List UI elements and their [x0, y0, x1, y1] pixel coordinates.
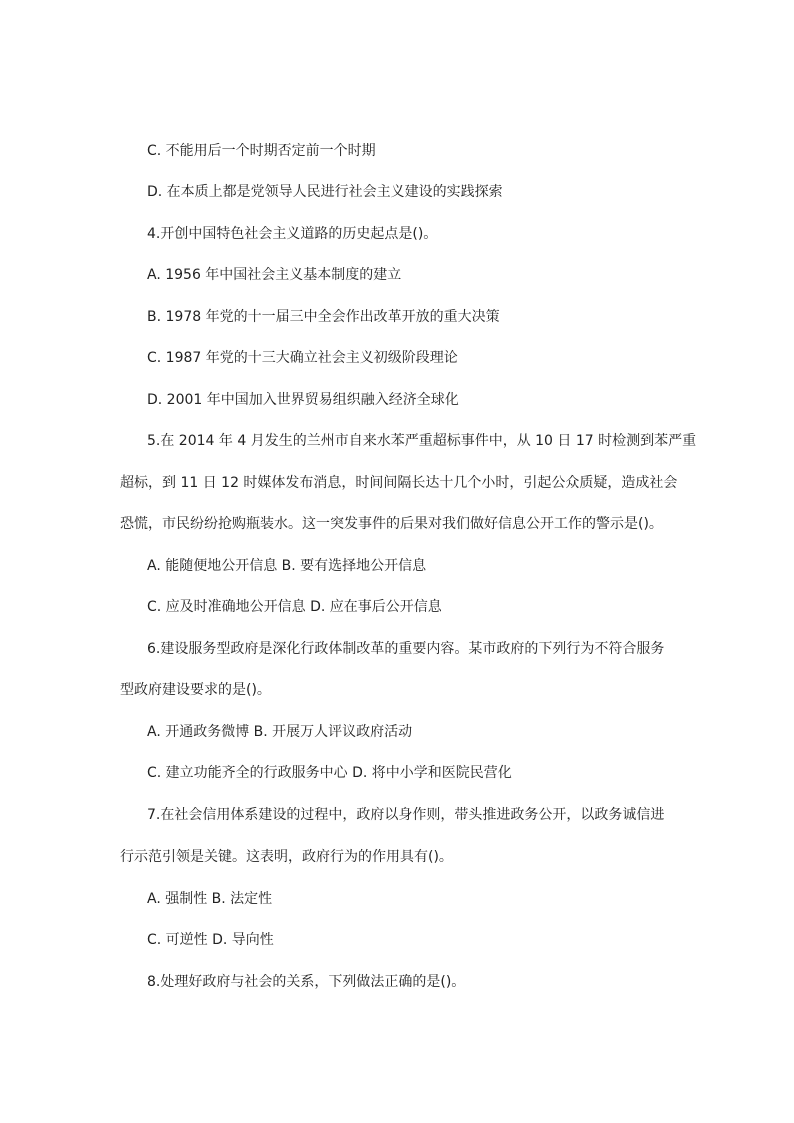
question-7-line-2: 行示范引领是关键。这表明，政府行为的作用具有()。 [120, 849, 453, 865]
question-4: 4.开创中国特色社会主义道路的历史起点是()。 [147, 226, 438, 242]
option-c-line: C. 不能用后一个时期否定前一个时期 [147, 143, 376, 159]
q4-option-a: A. 1956 年中国社会主义基本制度的建立 [147, 267, 402, 283]
q5-options-ab: A. 能随便地公开信息 B. 要有选择地公开信息 [147, 558, 427, 574]
q4-option-c: C. 1987 年党的十三大确立社会主义初级阶段理论 [147, 350, 458, 366]
question-5-line-3: 恐慌，市民纷纷抢购瓶装水。这一突发事件的后果对我们做好信息公开工作的警示是()。 [120, 516, 663, 532]
option-d-line: D. 在本质上都是党领导人民进行社会主义建设的实践探索 [147, 184, 503, 200]
q4-option-d: D. 2001 年中国加入世界贸易组织融入经济全球化 [147, 392, 459, 408]
question-7-line-1: 7.在社会信用体系建设的过程中，政府以身作则，带头推进政务公开，以政务诚信进 [147, 807, 665, 823]
q7-options-ab: A. 强制性 B. 法定性 [147, 891, 273, 907]
q7-options-cd: C. 可逆性 D. 导向性 [147, 932, 274, 948]
q5-options-cd: C. 应及时准确地公开信息 D. 应在事后公开信息 [147, 599, 442, 615]
question-6-line-1: 6.建设服务型政府是深化行政体制改革的重要内容。某市政府的下列行为不符合服务 [147, 641, 665, 657]
question-5-line-1: 5.在 2014 年 4 月发生的兰州市自来水苯严重超标事件中，从 10 日 17 时检测到苯严重 [147, 433, 697, 449]
q6-options-ab: A. 开通政务微博 B. 开展万人评议政府活动 [147, 724, 413, 740]
q6-options-cd: C. 建立功能齐全的行政服务中心 D. 将中小学和医院民营化 [147, 765, 512, 781]
question-8: 8.处理好政府与社会的关系，下列做法正确的是()。 [147, 974, 466, 990]
question-6-line-2: 型政府建设要求的是()。 [120, 682, 271, 698]
q4-option-b: B. 1978 年党的十一届三中全会作出改革开放的重大决策 [147, 309, 500, 325]
question-5-line-2: 超标，到 11 日 12 时媒体发布消息，时间间隔长达十几个小时，引起公众质疑，造成社会 [120, 475, 678, 491]
